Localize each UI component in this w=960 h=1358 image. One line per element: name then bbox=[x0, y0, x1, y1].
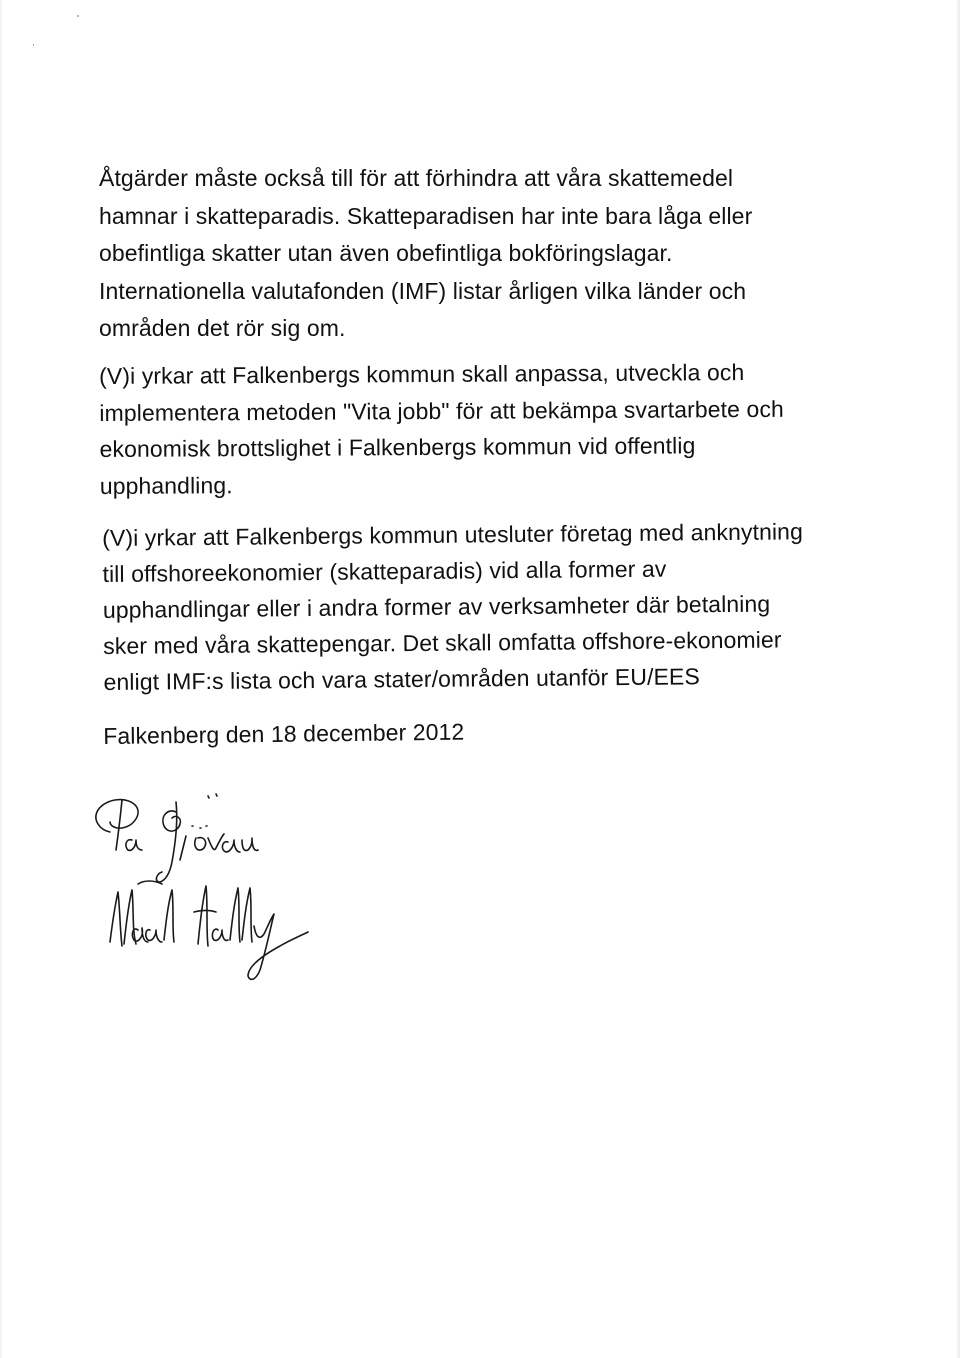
text-line: områden det rör sig om. bbox=[99, 315, 346, 341]
text-line: obefintliga skatter utan även obefintliga bokföringslagar. bbox=[99, 240, 673, 266]
text-line: Åtgärder måste också till för att förhindra att våra skattemedel bbox=[99, 165, 734, 191]
scan-edge-left bbox=[0, 0, 3, 1358]
signature-first bbox=[96, 794, 258, 882]
signature-block bbox=[80, 780, 320, 1000]
text-line: implementera metoden "Vita jobb" för att bekämpa svartarbete och bbox=[99, 395, 784, 426]
text-line: hamnar i skatteparadis. Skatteparadisen har inte bara låga eller bbox=[99, 202, 753, 229]
signature-second bbox=[110, 881, 308, 979]
text-line: (V)i yrkar att Falkenbergs kommun utesluter företag med anknytning bbox=[102, 518, 804, 551]
scan-edge-right bbox=[956, 0, 960, 1358]
scan-speck bbox=[77, 15, 79, 17]
paragraph-tax-havens bbox=[99, 160, 839, 348]
text-line: (V)i yrkar att Falkenbergs kommun skall anpassa, utveckla och bbox=[99, 359, 745, 389]
text-line: enligt IMF:s lista och vara stater/områden utanför EU/EES bbox=[103, 663, 700, 695]
text-line: Internationella valutafonden (IMF) listar årligen vilka länder och bbox=[99, 277, 747, 304]
paragraph-motion-vita-jobb bbox=[99, 353, 840, 504]
handwritten-signatures bbox=[80, 780, 320, 1000]
scan-speck bbox=[33, 44, 34, 46]
text-line: till offshoreekonomier (skatteparadis) vid alla former av bbox=[102, 555, 667, 587]
dateline: Falkenberg den 18 december 2012 bbox=[103, 718, 465, 749]
text-line: upphandling. bbox=[99, 471, 233, 499]
text-line: sker med våra skattepengar. Det skall omfatta offshore-ekonomier bbox=[103, 626, 782, 659]
text-line: upphandlingar eller i andra former av verksamheter där betalning bbox=[102, 590, 771, 623]
paragraph-motion-offshore bbox=[102, 513, 844, 700]
text-line: ekonomisk brottslighet i Falkenbergs kommun vid offentlig bbox=[99, 432, 696, 462]
